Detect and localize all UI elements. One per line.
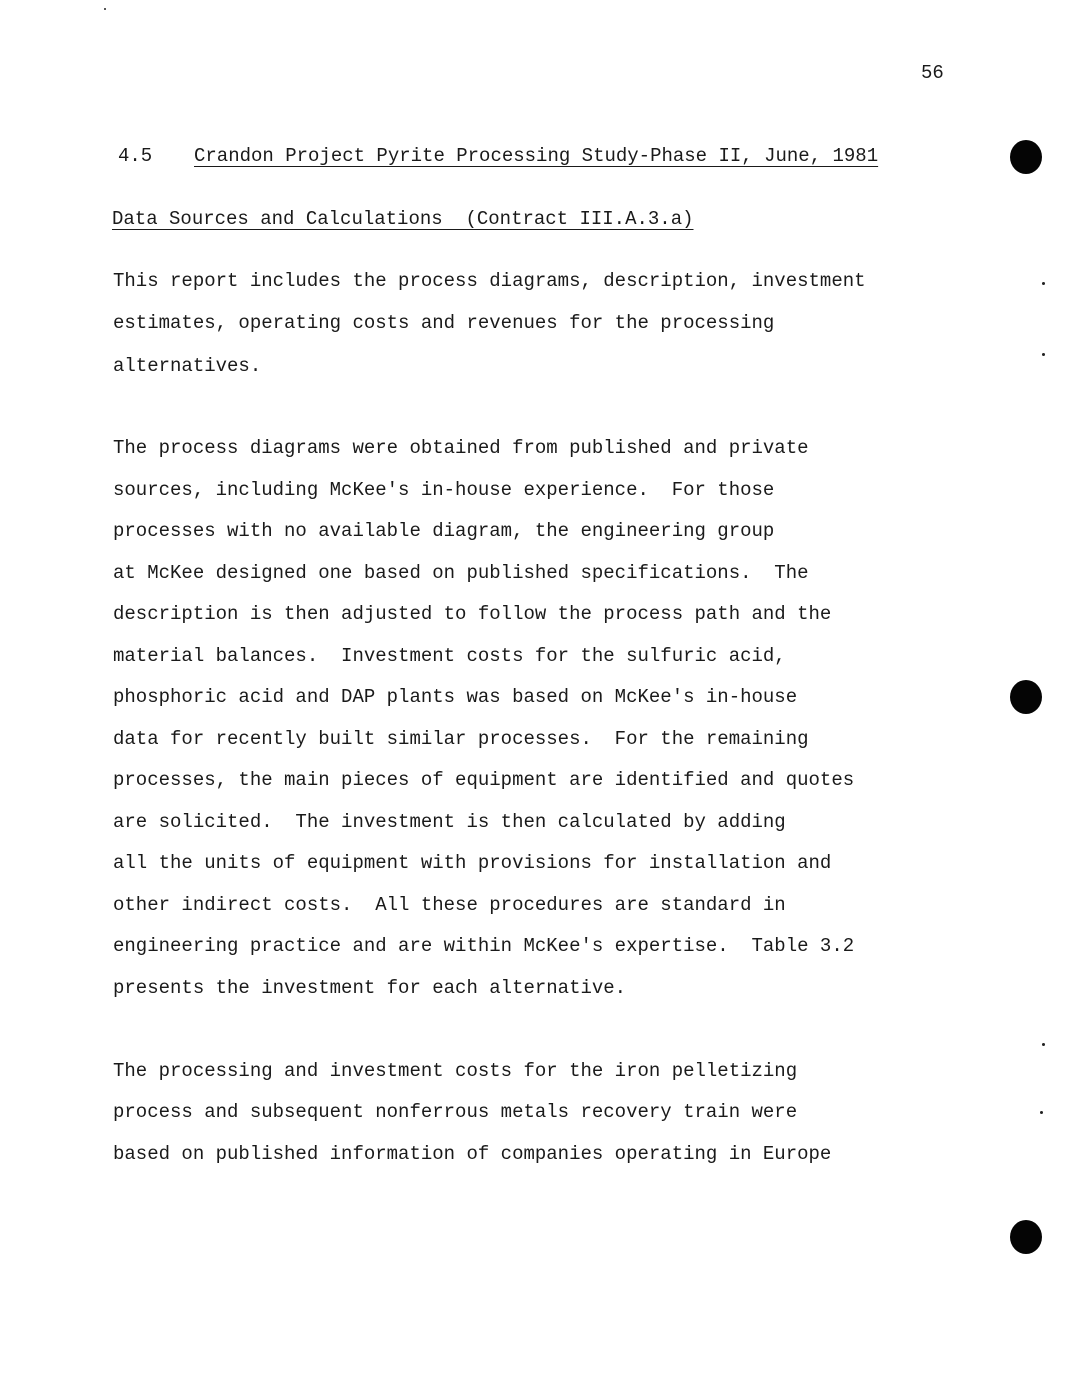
text-line: process and subsequent nonferrous metals recovery train were: [113, 1101, 798, 1123]
text-line: data for recently built similar processes. For the remaining: [113, 728, 809, 750]
sub-heading: Data Sources and Calculations (Contract III.A.3.a): [112, 208, 694, 230]
scan-speck: [104, 8, 106, 10]
text-line: description is then adjusted to follow the process path and the: [113, 603, 832, 625]
scan-speck: [1042, 282, 1045, 285]
punch-hole: [1010, 680, 1042, 714]
text-line: at McKee designed one based on published specifications. The: [113, 562, 809, 584]
page-number: 56: [921, 62, 944, 84]
text-line: This report includes the process diagrams, description, investment: [113, 270, 866, 292]
scan-speck: [1040, 1111, 1043, 1114]
section-title: Crandon Project Pyrite Processing Study-Phase II, June, 1981: [194, 145, 879, 167]
text-line: The process diagrams were obtained from published and private: [113, 437, 809, 459]
text-line: sources, including McKee's in-house experience. For those: [113, 479, 775, 501]
text-line: estimates, operating costs and revenues for the processing: [113, 312, 775, 334]
text-line: engineering practice and are within McKee's expertise. Table 3.2: [113, 935, 855, 957]
text-line: based on published information of companies operating in Europe: [113, 1143, 832, 1165]
text-line: processes with no available diagram, the engineering group: [113, 520, 775, 542]
text-line: other indirect costs. All these procedures are standard in: [113, 894, 786, 916]
text-line: processes, the main pieces of equipment are identified and quotes: [113, 769, 855, 791]
text-line: all the units of equipment with provisions for installation and: [113, 852, 832, 874]
scan-speck: [1042, 1043, 1045, 1046]
section-heading: [118, 145, 878, 167]
text-line: phosphoric acid and DAP plants was based on McKee's in-house: [113, 686, 798, 708]
text-line: The processing and investment costs for the iron pelletizing: [113, 1060, 798, 1082]
section-number: 4.5: [118, 145, 153, 167]
punch-hole: [1010, 140, 1042, 174]
text-line: material balances. Investment costs for the sulfuric acid,: [113, 645, 786, 667]
punch-hole: [1010, 1220, 1042, 1254]
text-line: presents the investment for each alternative.: [113, 977, 627, 999]
scan-speck: [1042, 353, 1045, 356]
text-line: are solicited. The investment is then calculated by adding: [113, 811, 786, 833]
text-line: alternatives.: [113, 355, 262, 377]
